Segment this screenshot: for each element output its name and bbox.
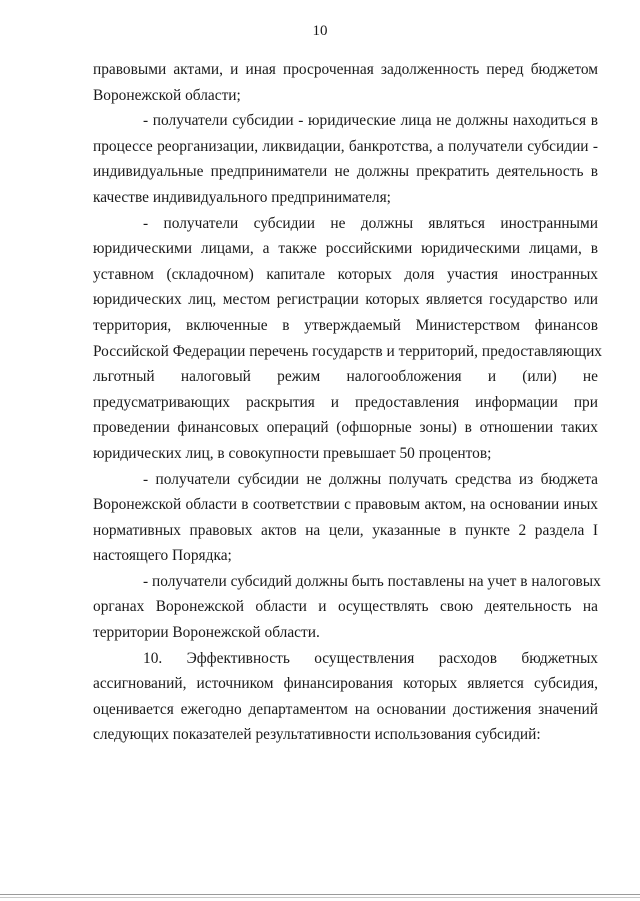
text-line: территории Воронежской области. — [93, 624, 320, 642]
paragraph — [93, 569, 601, 646]
scan-bottom-edge — [0, 894, 640, 895]
text-line: - получатели субсидии - юридические лица не должны находиться в — [143, 112, 598, 130]
text-line: нормативных правовых актов на цели, указанные в пункте 2 раздела I — [93, 521, 598, 539]
text-line: правовыми актами, и иная просроченная задолженность перед бюджетом — [93, 61, 598, 78]
paragraph — [93, 646, 598, 748]
text-line: уставном (складочном) капитале которых доля участия иностранных — [93, 265, 598, 283]
document-body — [93, 57, 603, 748]
text-line: следующих показателей результативности использования субсидий: — [93, 726, 541, 744]
text-line: Российской Федерации перечень государств и территорий, предоставляющих — [93, 342, 603, 360]
text-line: Воронежской области в соответствии с правовым актом, на основании иных — [93, 496, 598, 514]
text-line: - получатели субсидии не должны получать средства из бюджета — [143, 470, 598, 488]
text-line: качестве индивидуального предпринимателя; — [93, 188, 391, 206]
text-line: процессе реорганизации, ликвидации, банкротства, а получатели субсидии - — [93, 137, 598, 155]
text-line: индивидуальные предприниматели не должны прекратить деятельность в — [93, 163, 598, 181]
text-line: Воронежской области; — [93, 86, 241, 104]
text-line: территория, включенные в утверждаемый Министерством финансов — [93, 316, 598, 334]
paragraph — [93, 467, 598, 569]
text-line: льготный налоговый режим налогообложения и (или) не — [93, 368, 598, 386]
text-line: юридических лиц, в совокупности превышает 50 процентов; — [93, 444, 492, 462]
paragraph — [93, 108, 598, 210]
text-line: юридических лиц, местом регистрации которых является государство или — [93, 291, 598, 309]
text-line: проведении финансовых операций (офшорные зоны) в отношении таких — [93, 419, 598, 437]
text-line: предусматривающих раскрытия и предоставления информации при — [93, 393, 598, 411]
text-line: оценивается ежегодно департаментом на основании достижения значений — [93, 700, 598, 718]
paragraph — [93, 57, 598, 108]
scan-bottom-edge-shadow — [0, 897, 640, 898]
text-line: ассигнований, источником финансирования которых является субсидия, — [93, 675, 598, 693]
text-line: 10. Эффективность осуществления расходов бюджетных — [143, 649, 598, 667]
text-line: настоящего Порядка; — [93, 547, 232, 565]
page-number: 10 — [312, 23, 328, 39]
text-line: - получатели субсидии не должны являться иностранными — [143, 214, 598, 232]
text-line: юридическими лицами, а также российскими юридическими лицами, в — [93, 240, 598, 258]
text-line: - получатели субсидий должны быть поставлены на учет в налоговых — [143, 572, 601, 590]
text-line: органах Воронежской области и осуществлять свою деятельность на — [93, 598, 598, 616]
paragraph — [93, 211, 603, 467]
